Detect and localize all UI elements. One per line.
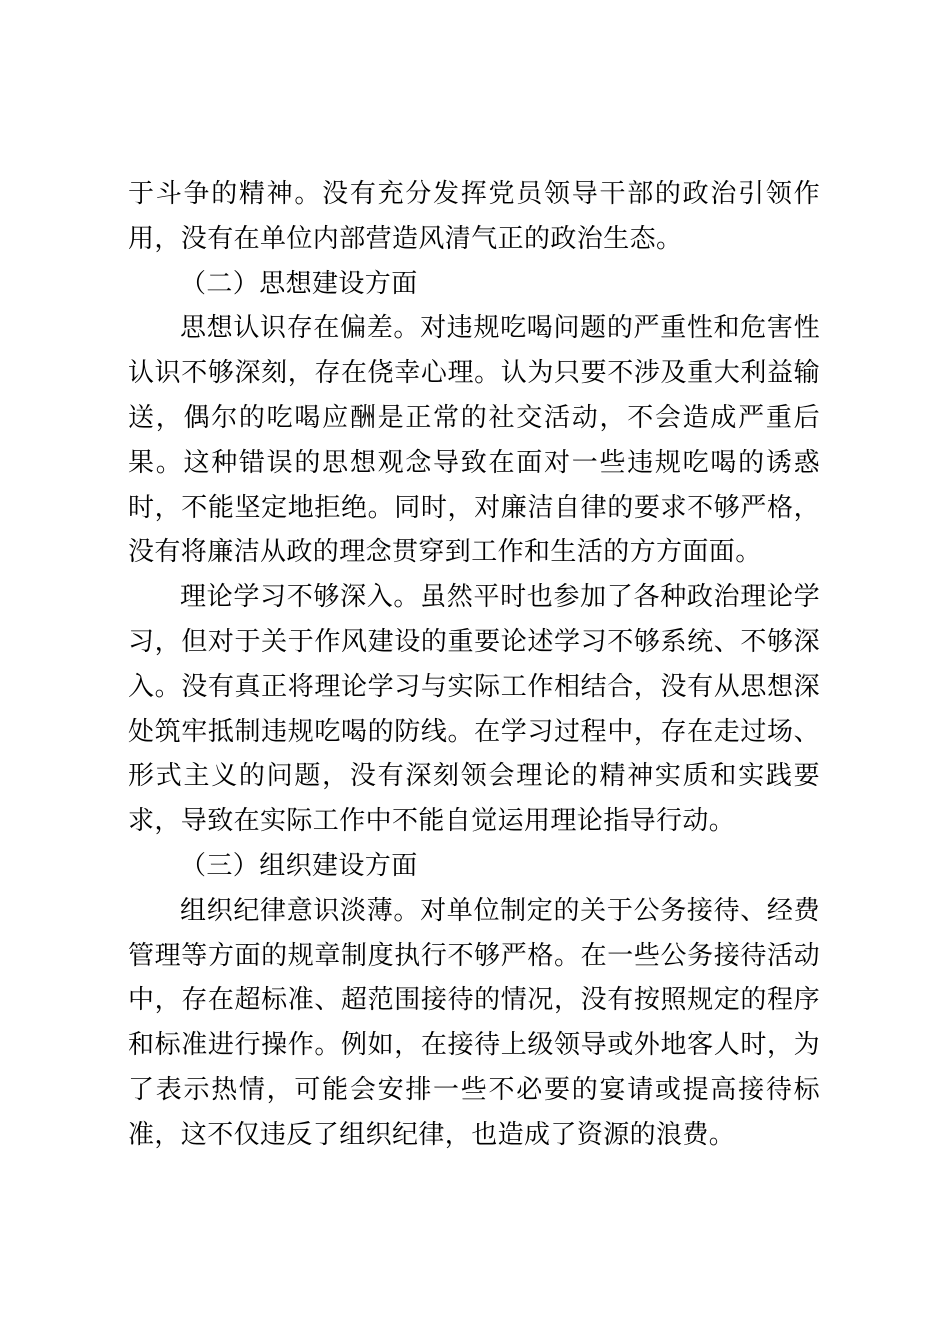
document-body [128, 172, 820, 1158]
paragraph-organizational-discipline: 组织纪律意识淡薄。对单位制定的关于公务接待、经费管理等方面的规章制度执行不够严格。在一些公务接待活动中，存在超标准、超范围接待的情况，没有按照规定的程序和标准进行操作。例如，在接待上级领导或外地客人时，为了表示热情，可能会安排一些不必要的宴请或提高接待标准，这不仅违反了组织纪律，也造成了资源的浪费。 [128, 895, 820, 1150]
section-heading-ideology: （二）思想建设方面 [180, 268, 418, 299]
paragraph-ideological-deviation: 思想认识存在偏差。对违规吃喝问题的严重性和危害性认识不够深刻，存在侥幸心理。认为只要不涉及重大利益输送，偶尔的吃喝应酬是正常的社交活动，不会造成严重后果。这种错误的思想观念导致在面对一些违规吃喝的诱惑时，不能坚定地拒绝。同时，对廉洁自律的要求不够严格，没有将廉洁从政的理念贯穿到工作和生活的方方面面。 [128, 313, 820, 568]
section-heading-organization: （三）组织建设方面 [180, 850, 418, 881]
paragraph-continuation: 于斗争的精神。没有充分发挥党员领导干部的政治引领作用，没有在单位内部营造风清气正的政治生态。 [128, 179, 820, 254]
paragraph-theory-study: 理论学习不够深入。虽然平时也参加了各种政治理论学习，但对于关于作风建设的重要论述学习不够系统、不够深入。没有真正将理论学习与实际工作相结合，没有从思想深处筑牢抵制违规吃喝的防线。在学习过程中，存在走过场、形式主义的问题，没有深刻领会理论的精神实质和实践要求，导致在实际工作中不能自觉运用理论指导行动。 [128, 582, 820, 837]
